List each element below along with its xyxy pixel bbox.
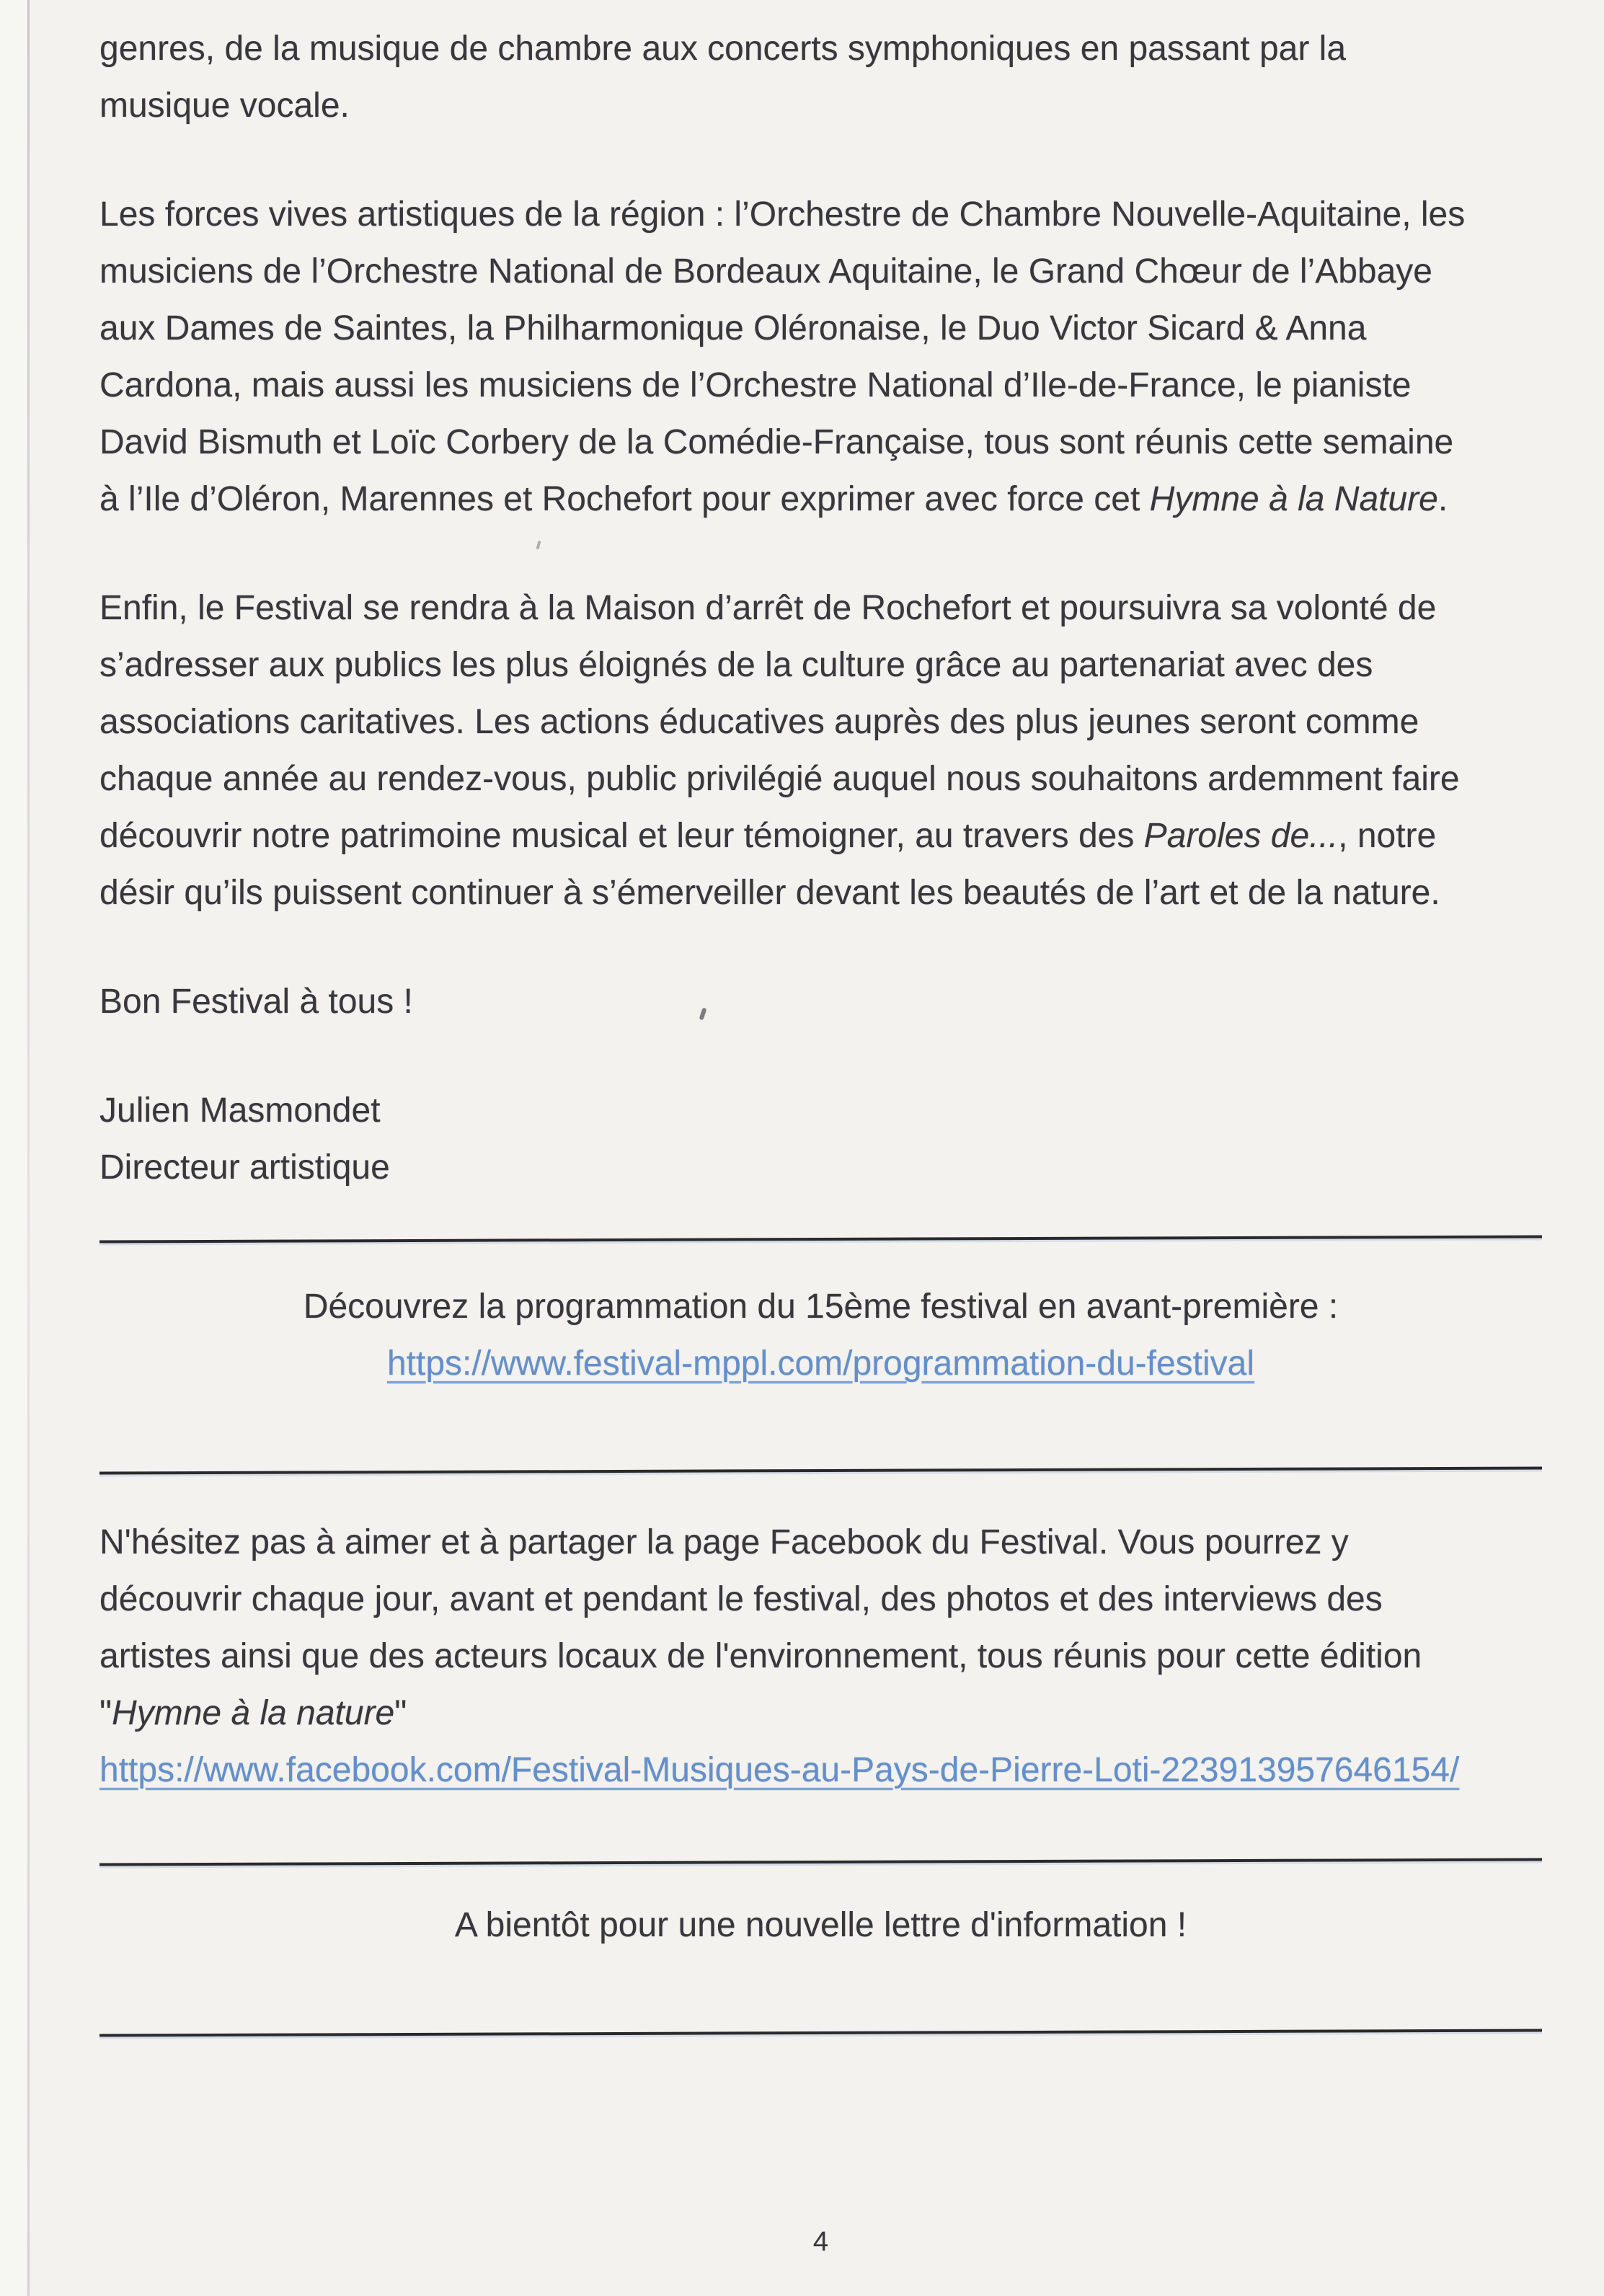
text-line: à l’Ile d’Oléron, Marennes et Rochefort pour exprimer avec force cet Hymne à la Nature.	[99, 480, 1448, 518]
signature-name: Julien Masmondet	[99, 1091, 381, 1130]
text-line: associations caritatives. Les actions éducatives auprès des plus jeunes seront comme	[99, 703, 1419, 741]
text-line: N'hésitez pas à aimer et à partager la page Facebook du Festival. Vous pourrez y	[99, 1523, 1349, 1561]
text-line: découvrir notre patrimoine musical et leur témoigner, au travers des Paroles de..., notre	[99, 817, 1437, 855]
text-line: Les forces vives artistiques de la région : l’Orchestre de Chambre Nouvelle-Aquitaine, les	[99, 195, 1466, 234]
text-line: découvrir chaque jour, avant et pendant le festival, des photos et des interviews des	[99, 1580, 1383, 1618]
paragraph-facebook-invite	[99, 1514, 1542, 1742]
text-line: chaque année au rendez-vous, public privilégié auquel nous souhaitons ardemment faire	[99, 760, 1460, 798]
text-line: Cardona, mais aussi les musiciens de l’Orchestre National d’Ile-de-France, le pianiste	[99, 366, 1412, 404]
closing-line: Bon Festival à tous !	[99, 983, 413, 1021]
facebook-page-link[interactable]: https://www.facebook.com/Festival-Musiques-au-Pays-de-Pierre-Loti-223913957646154/	[99, 1751, 1460, 1789]
section-divider	[99, 1858, 1542, 1866]
text-line: David Bismuth et Loïc Corbery de la Comédie-Française, tous sont réunis cette semaine	[99, 423, 1454, 461]
text-line: Enfin, le Festival se rendra à la Maison d’arrêt de Rochefort et poursuivra sa volonté de	[99, 589, 1437, 627]
program-link-line	[99, 1335, 1542, 1392]
text-line: "Hymne à la nature"	[99, 1694, 407, 1732]
signature-title: Directeur artistique	[99, 1148, 390, 1187]
farewell-line: A bientôt pour une nouvelle lettre d'information !	[454, 1906, 1187, 1944]
paragraph-forces-artistiques	[99, 186, 1542, 528]
text-line: artistes ainsi que des acteurs locaux de l'environnement, tous réunis pour cette édition	[99, 1637, 1422, 1675]
program-link[interactable]: https://www.festival-mppl.com/programmation-du-festival	[386, 1344, 1255, 1383]
text-line: s’adresser aux publics les plus éloignés de la culture grâce au partenariat avec des	[99, 646, 1373, 684]
text-line: musiciens de l’Orchestre National de Bordeaux Aquitaine, le Grand Chœur de l’Abbaye	[99, 252, 1432, 291]
signature-block	[99, 1082, 1542, 1196]
page-number: 4	[812, 2227, 829, 2257]
section-divider	[99, 1467, 1542, 1475]
text-line: aux Dames de Saintes, la Philharmonique Oléronaise, le Duo Victor Sicard & Anna	[99, 309, 1367, 347]
paragraph-genres-musique	[99, 20, 1542, 134]
facebook-link-line	[99, 1742, 1542, 1799]
section-divider	[99, 2029, 1542, 2037]
text-line: musique vocale.	[99, 87, 350, 125]
section-divider	[99, 1236, 1542, 1244]
text-line: désir qu’ils puissent continuer à s’émerveiller devant les beautés de l’art et de la nature.	[99, 874, 1440, 912]
program-announcement-heading: Découvrez la programmation du 15ème festival en avant-première :	[303, 1287, 1339, 1326]
paragraph-maison-arret	[99, 580, 1542, 921]
text-line: genres, de la musique de chambre aux concerts symphoniques en passant par la	[99, 30, 1347, 68]
